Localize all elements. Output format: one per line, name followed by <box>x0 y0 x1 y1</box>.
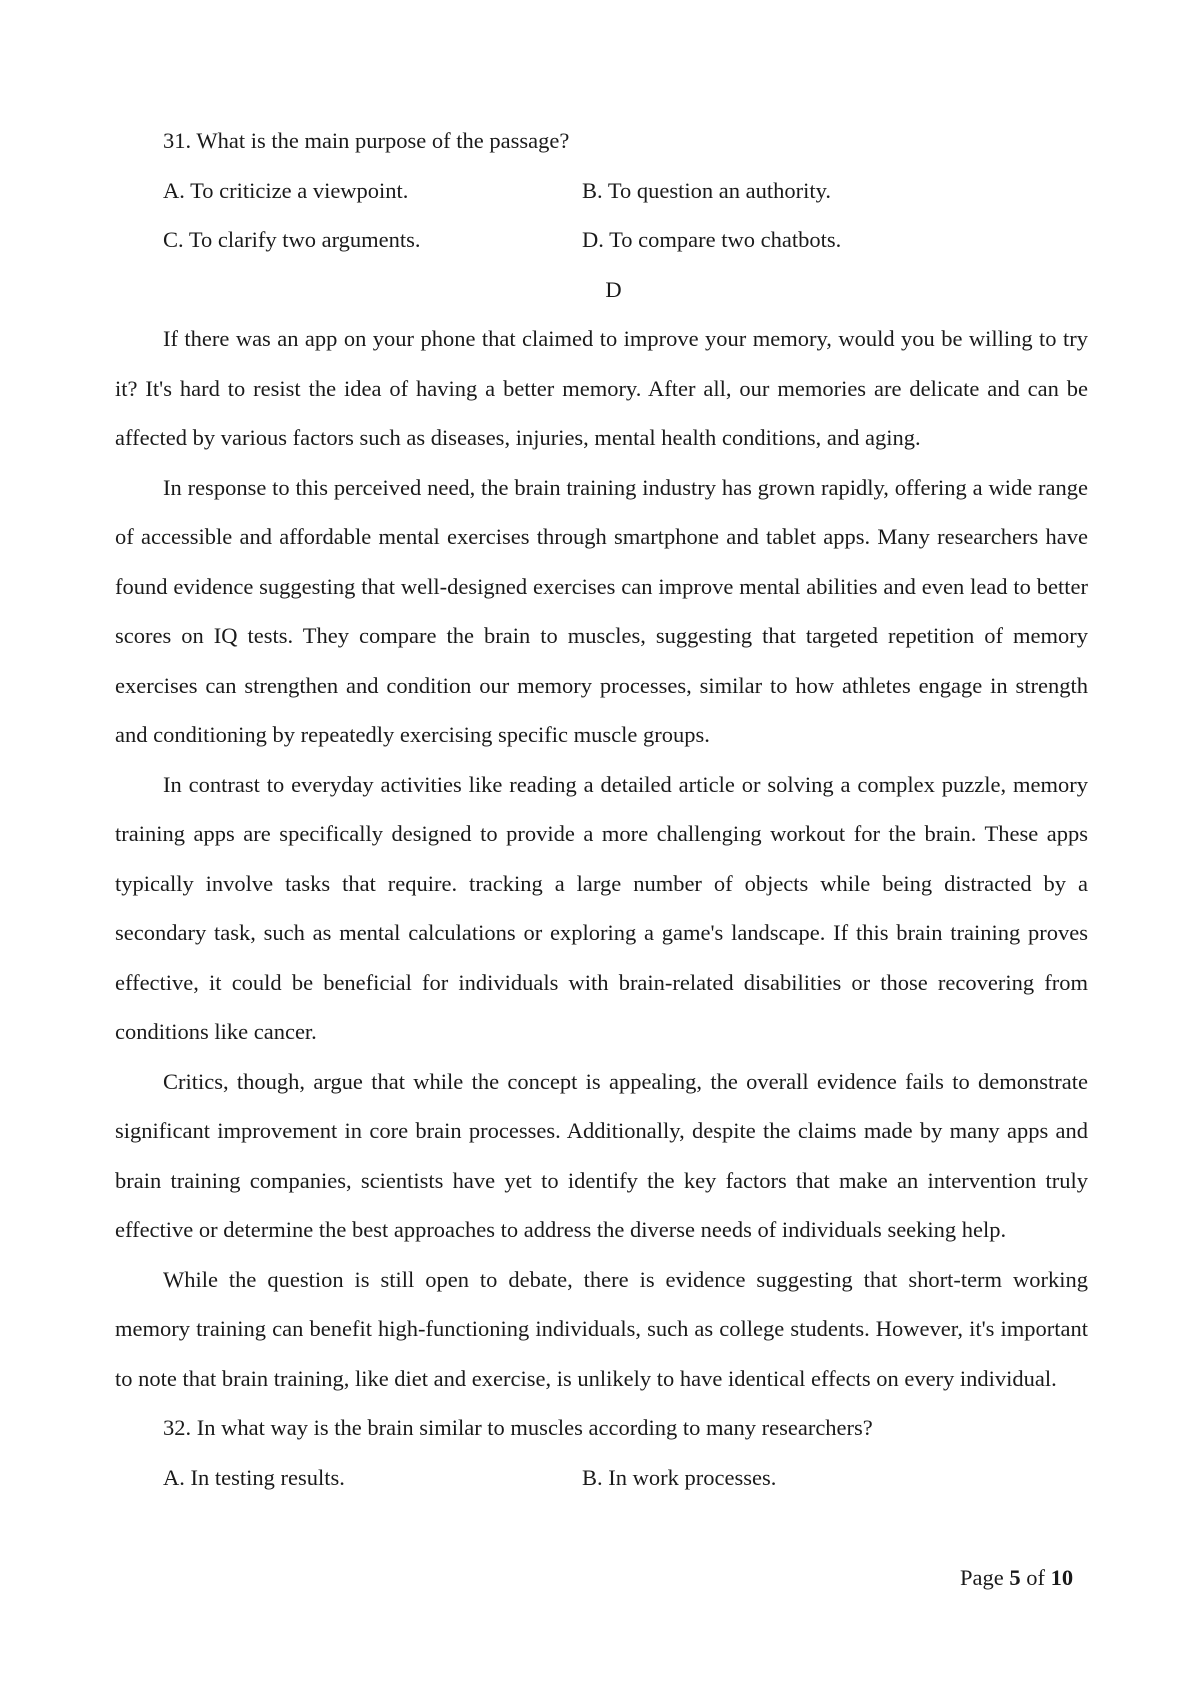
section-heading: D <box>605 276 622 302</box>
question-31-option-b[interactable]: B. To question an authority. <box>582 177 832 203</box>
page-number-total: 10 <box>1050 1565 1074 1590</box>
passage-paragraph-3: In contrast to everyday activities like reading a detailed article or solving a complex puzzle, memory training apps are specifically designed to provide a more challenging workout for the brain. These apps typically involve tasks that require. tracking a large number of objects while being distracted by a secondary task, such as mental calculations or exploring a game's landscape. If this brain training proves effective, it could be beneficial for individuals with brain-related disabilities or those recovering from conditions like cancer. <box>115 771 1088 1044</box>
question-31-option-a[interactable]: A. To criticize a viewpoint. <box>163 177 409 203</box>
page-number-current: 5 <box>1009 1565 1021 1590</box>
page-number-middle: of <box>1020 1565 1051 1590</box>
page-content <box>115 116 1088 1502</box>
passage-paragraph-5: While the question is still open to debate, there is evidence suggesting that short-term working memory training can benefit high-functioning individuals, such as college students. However, it's important to note that brain training, like diet and exercise, is unlikely to have identical effects on every individual. <box>115 1266 1088 1391</box>
question-31-option-c[interactable]: C. To clarify two arguments. <box>163 227 421 252</box>
passage-paragraph-2: In response to this perceived need, the brain training industry has grown rapidly, offering a wide range of accessible and affordable mental exercises through smartphone and tablet apps. Many researchers have found evidence suggesting that well-designed exercises can improve mental abilities and even lead to better scores on IQ tests. They compare the brain to muscles, suggesting that targeted repetition of memory exercises can strengthen and condition our memory processes, similar to how athletes engage in strength and conditioning by repeatedly exercising specific muscle groups. <box>115 474 1088 747</box>
page-number-prefix: Page <box>960 1565 1010 1590</box>
passage-paragraph-1: If there was an app on your phone that claimed to improve your memory, would you be willing to try it? It's hard to resist the idea of having a better memory. After all, our memories are delicate and can be affected by various factors such as diseases, injuries, mental health conditions, and aging. <box>115 326 1088 450</box>
question-32-options-row-1 <box>115 1453 1088 1503</box>
question-32-option-a[interactable]: A. In testing results. <box>163 1464 345 1490</box>
question-32-stem: 32. In what way is the brain similar to muscles according to many researchers? <box>163 1415 873 1440</box>
question-31-stem: 31. What is the main purpose of the passage? <box>163 128 570 153</box>
question-32-option-b[interactable]: B. In work processes. <box>582 1464 777 1490</box>
passage-paragraph-4: Critics, though, argue that while the concept is appealing, the overall evidence fails to demonstrate significant improvement in core brain processes. Additionally, despite the claims made by many apps and brain training companies, scientists have yet to identify the key factors that make an intervention truly effective or determine the best approaches to address the diverse needs of individuals seeking help. <box>115 1068 1088 1242</box>
question-31-option-d[interactable]: D. To compare two chatbots. <box>582 227 842 252</box>
question-31-options-row-1 <box>115 166 1088 216</box>
question-31-options-row-2 <box>115 215 1088 265</box>
page-number <box>960 1563 1073 1593</box>
